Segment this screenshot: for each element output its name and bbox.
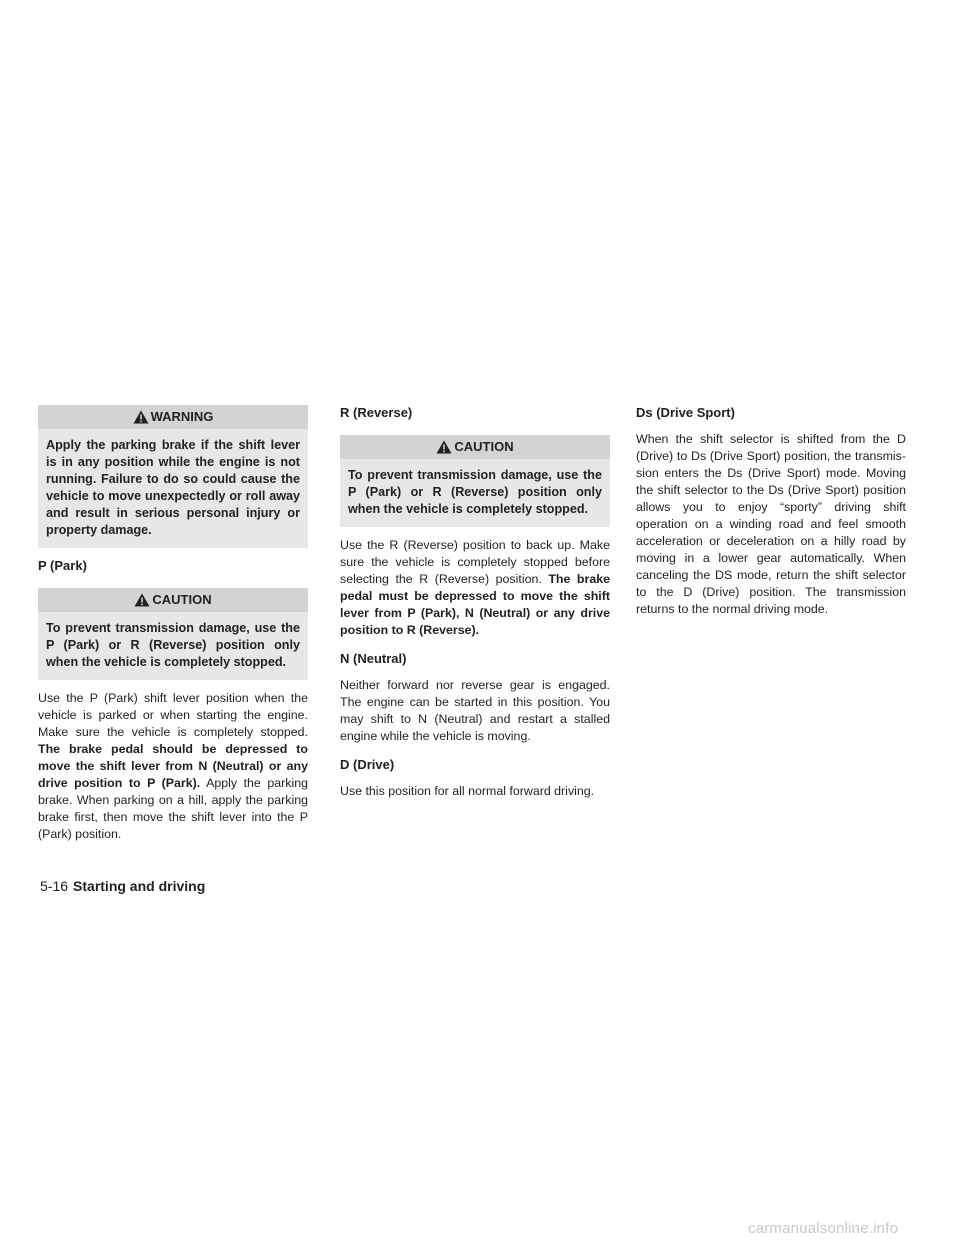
heading-park: P (Park) (38, 558, 87, 573)
park-text: Use the P (Park) shift lever position when the vehicle is parked or when starting the engine. Make sure the vehicle is completely stopped. (38, 691, 308, 739)
caution-header (38, 588, 308, 612)
warning-text: Apply the parking brake if the shift lever is in any position while the engine is not running. Failure to do so could cause the vehicle to move unexpectedly or roll away and result in serious personal injury or property damage. (46, 438, 300, 537)
drive-text: Use this position for all normal forward driving. (340, 784, 595, 798)
reverse-paragraph (340, 537, 610, 639)
park-text-bold: The brake pedal should be depressed to move the shift lever from N (Neutral) or any drive position to P (Park). (38, 742, 308, 790)
heading-reverse: R (Reverse) (340, 405, 413, 420)
section-title: Starting and driving (73, 878, 206, 894)
park-paragraph (38, 690, 308, 843)
caution-text: To prevent transmission damage, use the P (Park) or R (Reverse) position only when the vehicle is completely stopped. (46, 621, 300, 669)
reverse-text: Use the R (Reverse) position to back up. Make sure the vehicle is completely stopped before selecting the R (Reverse) position. (340, 538, 610, 586)
page-number: 5-16 (40, 878, 69, 894)
warning-box (38, 405, 308, 548)
column-3 (636, 405, 906, 630)
warning-icon (133, 410, 149, 424)
warning-title: WARNING (150, 409, 214, 424)
reverse-text-bold: The brake pedal must be depressed to move the shift lever from P (Park), N (Neutral) or any drive position to R (Reverse). (340, 572, 610, 637)
drive-sport-text: When the shift selector is shifted from the D (Drive) to Ds (Drive Sport) position, the transmis-sion enters the Ds (Drive Sport) mode. Moving the shift selector to the Ds (Drive Sport) position allows you to enjoy “sporty” driving shift operation on a winding road and feel smooth acceleration or deceleration on a hilly road by moving in a lower gear automatically. When canceling the DS mode, return the shift selector to the D (Drive) position. The transmission returns to the normal driving mode. (636, 432, 906, 616)
caution-text: To prevent transmission damage, use the P (Park) or R (Reverse) position only when the vehicle is completely stopped. (348, 468, 602, 516)
caution-title: CAUTION (152, 592, 212, 607)
warning-header (38, 405, 308, 429)
column-1 (38, 405, 308, 855)
page-footer (40, 877, 205, 895)
warning-icon (134, 593, 150, 607)
caution-box-reverse (340, 435, 610, 527)
park-text-continued: Apply the parking brake. When parking on a hill, apply the parking brake first, then move the shift lever into the P (Park) position. (38, 776, 308, 841)
watermark: carmanualsonline.info (748, 1220, 899, 1237)
caution-title: CAUTION (454, 439, 514, 454)
caution-header (340, 435, 610, 459)
heading-drive-sport: Ds (Drive Sport) (636, 405, 735, 420)
caution-box (38, 588, 308, 680)
heading-neutral: N (Neutral) (340, 651, 407, 666)
warning-icon (436, 440, 452, 454)
column-2 (340, 405, 610, 812)
neutral-text: Neither forward nor reverse gear is engaged. The engine can be started in this position. You may shift to N (Neutral) and restart a stalled engine while the vehicle is moving. (340, 678, 610, 743)
heading-drive: D (Drive) (340, 757, 395, 772)
